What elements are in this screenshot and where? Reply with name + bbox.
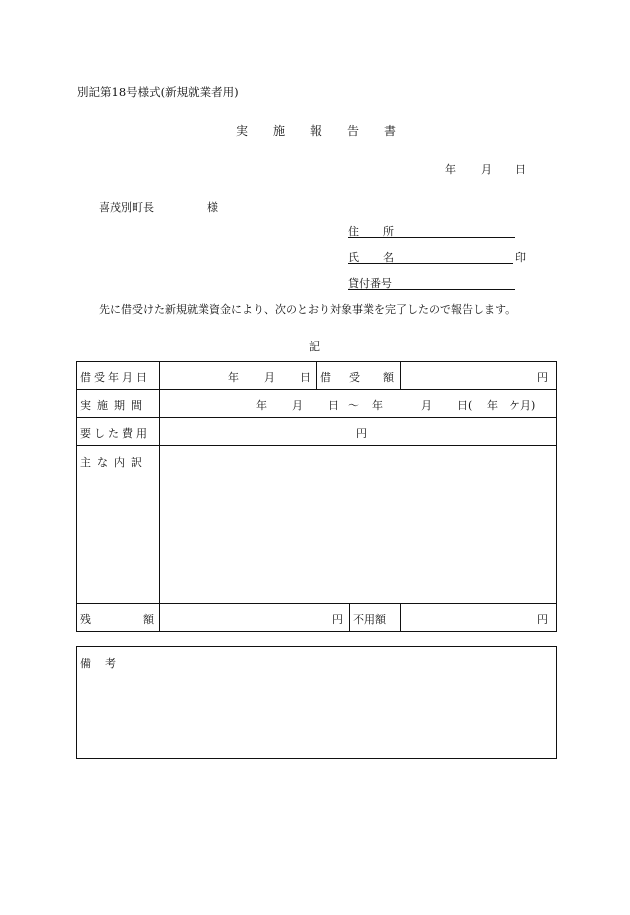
- remarks-label-1: 備: [80, 657, 91, 670]
- cost-value-cell[interactable]: [159, 417, 557, 446]
- cost-label: 要した費用: [80, 427, 150, 440]
- period-month2: 月: [421, 399, 432, 412]
- unused-label: 不用額: [353, 613, 386, 626]
- loan-date-day: 日: [300, 371, 311, 384]
- title-char: 施: [273, 124, 286, 138]
- loan-date-label-cell: [76, 361, 160, 390]
- date-month: 月: [481, 163, 492, 176]
- period-year2: 年: [372, 399, 383, 412]
- date-year: 年: [445, 163, 456, 176]
- breakdown-label-cell: [76, 445, 160, 604]
- loan-date-month: 月: [264, 371, 275, 384]
- period-day2: 日(: [457, 399, 473, 412]
- cost-label-cell: [76, 417, 160, 446]
- loan-amount-label-1: 借: [320, 371, 331, 384]
- balance-label-1: 残: [80, 613, 91, 626]
- remarks-label-2: 考: [105, 657, 116, 670]
- loan-amount-label-3: 額: [383, 371, 394, 384]
- unused-value-cell[interactable]: [400, 603, 557, 632]
- unused-label-cell: [349, 603, 401, 632]
- period-year1: 年: [256, 399, 267, 412]
- body-text: 先に借受けた新規就業資金により、次のとおり対象事業を完了したので報告します。: [99, 303, 517, 316]
- title-char: 報: [310, 124, 323, 138]
- loan-date-label: 借受年月日: [80, 371, 150, 384]
- remarks-box[interactable]: [76, 646, 557, 759]
- address-label-2: 所: [383, 225, 394, 238]
- name-label-2: 名: [383, 251, 394, 264]
- period-label: 実施期間: [80, 399, 148, 412]
- title-char: 書: [384, 124, 397, 138]
- ki-label: 記: [309, 340, 320, 353]
- balance-value-cell[interactable]: [159, 603, 350, 632]
- period-month1: 月: [292, 399, 303, 412]
- balance-label-cell: [76, 603, 160, 632]
- loan-date-value-cell[interactable]: [159, 361, 317, 390]
- form-id: 別記第18号様式(新規就業者用): [77, 85, 239, 99]
- loan-amount-label-2: 受: [349, 371, 360, 384]
- address-field[interactable]: [348, 223, 515, 238]
- title-char: 実: [236, 124, 249, 138]
- loan-number-field[interactable]: [348, 275, 515, 290]
- balance-unit: 円: [332, 613, 343, 626]
- addressee-honorific: 様: [207, 201, 218, 214]
- period-label-cell: [76, 389, 160, 418]
- loan-amount-value-cell[interactable]: [400, 361, 557, 390]
- cost-unit: 円: [356, 427, 367, 440]
- breakdown-value-cell[interactable]: [159, 445, 557, 604]
- period-year3: 年: [487, 399, 498, 412]
- period-tilde: ～: [348, 399, 359, 412]
- loan-amount-label-cell: [316, 361, 401, 390]
- breakdown-label: 主な内訳: [80, 456, 148, 469]
- name-field[interactable]: [348, 249, 513, 264]
- name-label-1: 氏: [348, 251, 359, 264]
- loan-amount-unit: 円: [537, 371, 548, 384]
- period-months: ケ月): [509, 399, 536, 412]
- date-day: 日: [515, 163, 526, 176]
- addressee-name: 喜茂別町長: [99, 201, 154, 214]
- document-title: [236, 122, 421, 139]
- period-value-cell[interactable]: [159, 389, 557, 418]
- loan-number-label: 貸付番号: [348, 277, 392, 290]
- title-char: 告: [347, 124, 360, 138]
- unused-unit: 円: [537, 613, 548, 626]
- period-day1: 日: [328, 399, 339, 412]
- balance-label-2: 額: [143, 613, 154, 626]
- address-label-1: 住: [348, 225, 359, 238]
- seal-mark: 印: [515, 251, 526, 264]
- loan-date-year: 年: [228, 371, 239, 384]
